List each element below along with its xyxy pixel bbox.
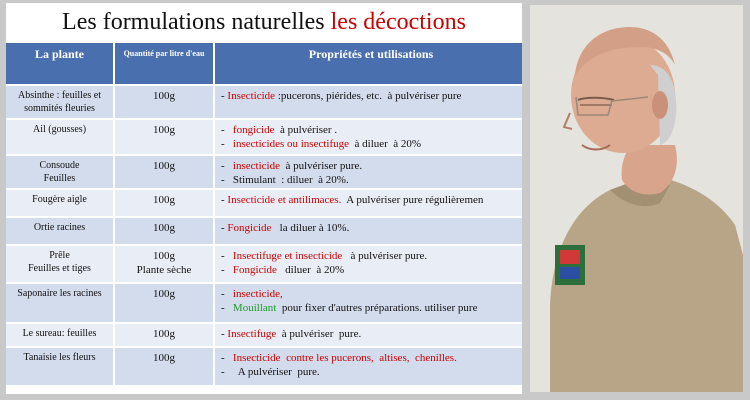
- plant-name-line: sommités fleuries: [24, 103, 95, 114]
- property-line: [221, 123, 522, 137]
- property-text: à pulvériser pure.: [279, 160, 363, 172]
- property-keyword: Fongicide: [232, 264, 277, 276]
- plant-cell: [6, 85, 114, 119]
- slide-title: [6, 7, 522, 37]
- quantity-cell: [114, 155, 214, 189]
- quantity-cell: [114, 217, 214, 245]
- property-text: :pucerons, piérides, etc. à pulvériser pure: [275, 90, 462, 102]
- property-text: à pulvériser pure.: [342, 250, 428, 262]
- property-keyword: Insectifuge: [227, 328, 277, 340]
- quantity-value: 100g: [153, 90, 175, 102]
- plant-name-line: Ortie racines: [33, 222, 86, 233]
- slide: [6, 3, 522, 394]
- property-text: -: [221, 264, 233, 276]
- properties-cell: [214, 217, 522, 245]
- quantity-cell: [114, 347, 214, 385]
- quantity-value: 100g: [153, 124, 175, 136]
- quantity-value: 100g: [153, 352, 175, 364]
- plant-name-line: Feuilles et tiges: [28, 263, 91, 274]
- property-text: - A pulvériser pure.: [221, 366, 320, 378]
- quantity-cell: [114, 245, 214, 283]
- plant-name-line: Tanaisie les fleurs: [23, 352, 96, 363]
- table-row: [6, 245, 522, 283]
- property-text: -: [221, 124, 233, 136]
- plant-name-line: Consoude: [39, 160, 80, 171]
- quantity-value: Plante sèche: [136, 264, 192, 276]
- property-line: [221, 193, 522, 207]
- plant-cell: [6, 283, 114, 323]
- plant-cell: [6, 347, 114, 385]
- property-text: à diluer à 20%: [349, 138, 422, 150]
- speaker-photo: [530, 5, 743, 392]
- property-keyword: Insectifuge et insecticide: [232, 250, 343, 262]
- property-line: [221, 173, 522, 187]
- property-text: A pulvériser pure régulièremen: [341, 194, 484, 206]
- quantity-cell: [114, 189, 214, 217]
- plant-cell: [6, 217, 114, 245]
- property-keyword: fongicide: [232, 124, 275, 136]
- header-properties: Propriétés et utilisations: [214, 43, 522, 85]
- plant-cell: [6, 323, 114, 347]
- property-text: -: [221, 160, 233, 172]
- property-text: -: [221, 352, 233, 364]
- property-text: -: [221, 302, 233, 314]
- property-line: [221, 221, 522, 235]
- property-text: pour fixer d'autres préparations. utiliser pure: [276, 302, 478, 314]
- table-row: [6, 217, 522, 245]
- property-keyword: insecticide: [232, 160, 280, 172]
- property-text: -: [221, 90, 228, 102]
- property-text: à pulvériser pure.: [276, 328, 362, 340]
- plant-name-line: Prêle: [49, 250, 70, 261]
- property-text: - Stimulant : diluer à 20%.: [221, 174, 349, 186]
- properties-cell: [214, 155, 522, 189]
- property-text: -: [221, 138, 233, 150]
- table-row: [6, 189, 522, 217]
- property-text: à pulvériser .: [274, 124, 338, 136]
- plant-cell: [6, 155, 114, 189]
- slide-title-main: Les formulations naturelles: [62, 9, 325, 35]
- property-line: [221, 351, 522, 365]
- table-row: [6, 85, 522, 119]
- property-text: la diluer à 10%.: [271, 222, 350, 234]
- property-keyword: insecticides ou insectifuge: [232, 138, 349, 150]
- properties-cell: [214, 245, 522, 283]
- property-line: [221, 301, 522, 315]
- table-row: [6, 119, 522, 155]
- table-row: [6, 347, 522, 385]
- properties-cell: [214, 189, 522, 217]
- table-body: [6, 85, 522, 385]
- table-row: [6, 283, 522, 323]
- quantity-value: 100g: [153, 222, 175, 234]
- property-text: -: [221, 288, 233, 300]
- speaker-photo-image: [530, 5, 743, 392]
- plant-cell: [6, 245, 114, 283]
- property-keyword: Insecticide contre les pucerons, altises, chenilles.: [232, 352, 457, 364]
- quantity-cell: [114, 119, 214, 155]
- properties-cell: [214, 283, 522, 323]
- properties-cell: [214, 85, 522, 119]
- property-text: -: [221, 222, 228, 234]
- header-quantity: Quantité par litre d'eau: [114, 43, 214, 85]
- property-line: [221, 287, 522, 301]
- quantity-cell: [114, 323, 214, 347]
- property-line: [221, 137, 522, 151]
- header-plant: La plante: [6, 43, 114, 85]
- property-text: -: [221, 250, 233, 262]
- plant-cell: [6, 189, 114, 217]
- plant-name-line: Le sureau: feuilles: [22, 328, 97, 339]
- decoction-table: [6, 43, 522, 385]
- property-keyword: insecticide,: [232, 288, 283, 300]
- property-line: [221, 365, 522, 379]
- quantity-value: 100g: [153, 328, 175, 340]
- properties-cell: [214, 119, 522, 155]
- property-line: [221, 249, 522, 263]
- property-line: [221, 159, 522, 173]
- table-row: [6, 155, 522, 189]
- property-line: [221, 263, 522, 277]
- quantity-cell: [114, 283, 214, 323]
- plant-name-line: Absinthe : feuilles et: [17, 90, 102, 101]
- plant-name-line: Feuilles: [43, 173, 76, 184]
- plant-name-line: Ail (gousses): [32, 124, 87, 135]
- quantity-value: 100g: [153, 194, 175, 206]
- property-text: -: [221, 328, 228, 340]
- slide-title-accent: les décoctions: [330, 9, 466, 35]
- quantity-value: 100g: [153, 288, 175, 300]
- property-text: diluer à 20%: [276, 264, 345, 276]
- table-row: [6, 323, 522, 347]
- property-keyword: Insecticide: [227, 90, 276, 102]
- plant-name-line: Fougère aigle: [32, 194, 87, 205]
- quantity-value: 100g: [153, 250, 175, 262]
- property-line: [221, 327, 522, 341]
- plant-cell: [6, 119, 114, 155]
- plant-name-line: Saponaire les racines: [17, 288, 102, 299]
- property-line: [221, 89, 522, 103]
- properties-cell: [214, 347, 522, 385]
- quantity-cell: [114, 85, 214, 119]
- property-keyword: Insecticide et antilimaces.: [227, 194, 342, 206]
- property-keyword-green: Mouillant: [232, 302, 277, 314]
- quantity-value: 100g: [153, 160, 175, 172]
- table-header-row: [6, 43, 522, 85]
- property-text: -: [221, 194, 228, 206]
- properties-cell: [214, 323, 522, 347]
- property-keyword: Fongicide: [227, 222, 272, 234]
